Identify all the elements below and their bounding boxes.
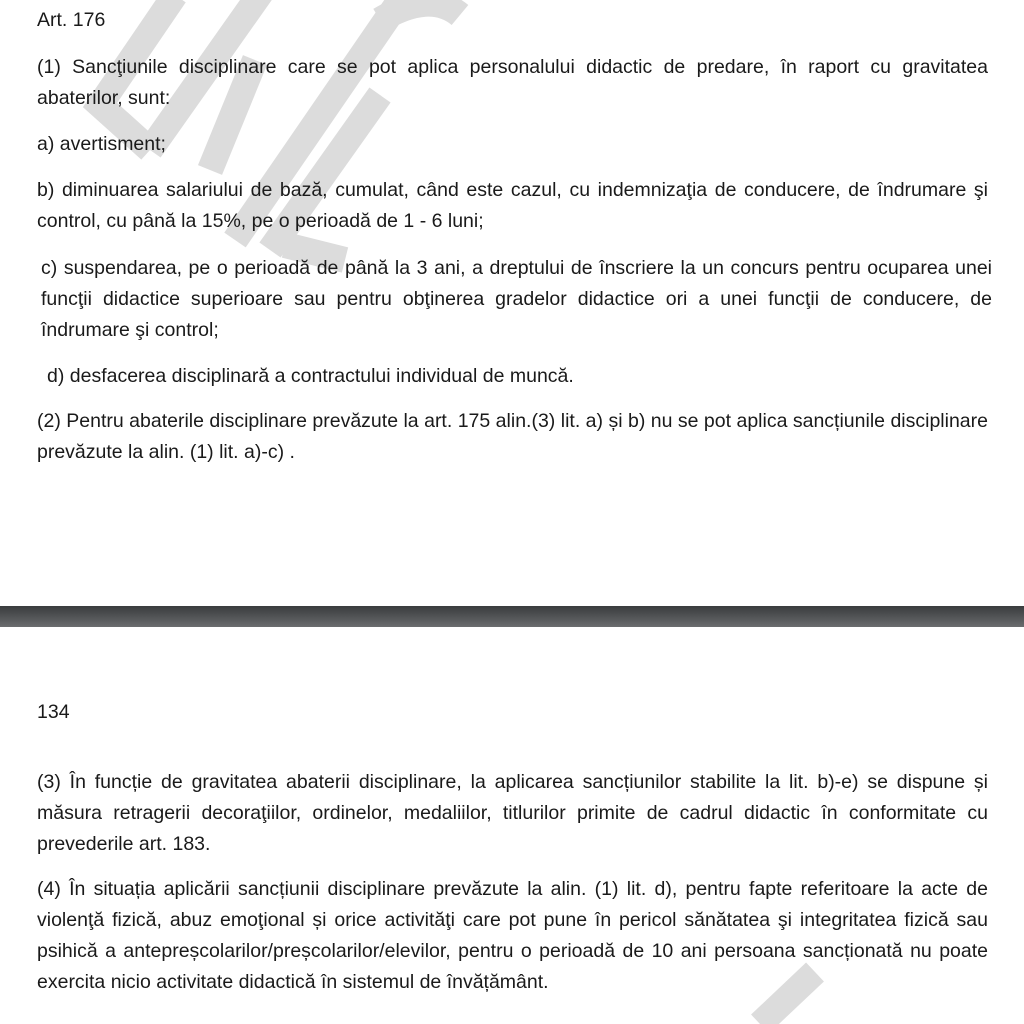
item-b: b) diminuarea salariului de bază, cumulat, când este cazul, cu indemnizaţia de conducere, de îndrumare şi control, cu până la 15%, pe o perioadă de 1 - 6 luni; bbox=[37, 179, 988, 232]
item-d: d) desfacerea disciplinară a contractului individual de muncă. bbox=[47, 365, 574, 387]
article-title: Art. 176 bbox=[37, 9, 106, 31]
item-c: c) suspendarea, pe o perioadă de până la 3 ani, a dreptului de înscriere la un concurs pentru ocuparea unei funcţii didactice superioare sau pentru obţinerea gradelor didactice ori a unei funcţii de conducere, de îndrumare şi control; bbox=[41, 257, 992, 341]
paragraph-3: (3) În funcție de gravitatea abaterii disciplinare, la aplicarea sancțiunilor stabilite la lit. b)-e) se dispune și măsura retragerii decoraţiilor, ordinelor, medaliilor, titlurilor primite de cadrul didactic în conformitate cu prevederile art. 183. bbox=[37, 771, 988, 855]
paragraph-4: (4) În situația aplicării sancțiunii disciplinare prevăzute la alin. (1) lit. d), pentru fapte referitoare la acte de violenţă fizică, abuz emoţional și orice activităţi care pot pune în pericol sănătatea şi integritatea fizică sau psihică a antepreșcolarilor/preșcolarilor/elevilor, pentru o perioadă de 10 ani persoana sancționată nu poate exercita nicio activitate didactică în sistemul de învățământ. bbox=[37, 878, 988, 993]
page-separator bbox=[0, 606, 1024, 627]
page-number: 134 bbox=[37, 701, 70, 723]
item-a: a) avertisment; bbox=[37, 133, 166, 155]
document-page-bottom bbox=[0, 627, 1024, 1024]
paragraph-2: (2) Pentru abaterile disciplinare prevăzute la art. 175 alin.(3) lit. a) și b) nu se pot aplica sancțiunile disciplinare prevăzute la alin. (1) lit. a)-c) . bbox=[37, 410, 988, 463]
paragraph-1: (1) Sancţiunile disciplinare care se pot aplica personalului didactic de predare, în raport cu gravitatea abaterilor, sunt: bbox=[37, 56, 988, 109]
